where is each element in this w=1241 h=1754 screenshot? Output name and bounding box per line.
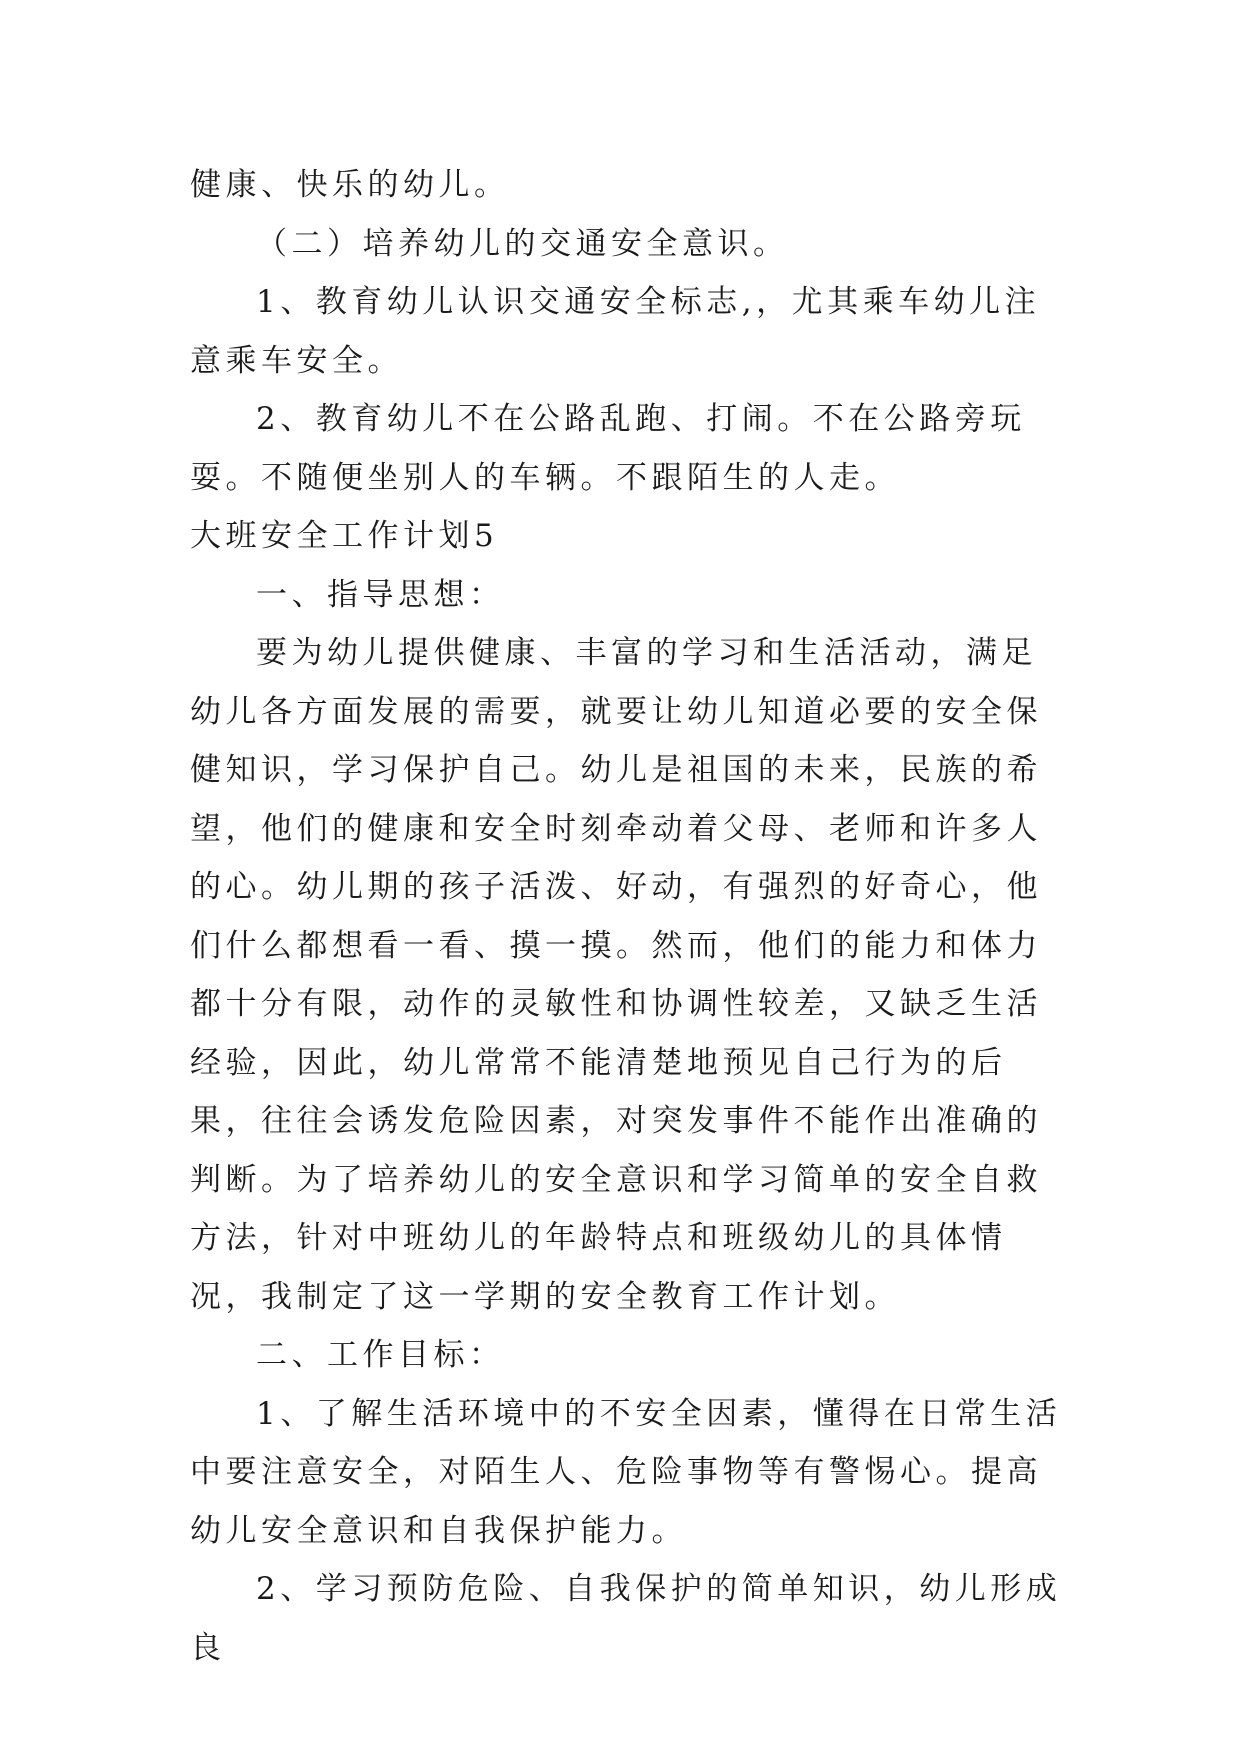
section-title: 大班安全工作计划5 (190, 518, 499, 554)
paragraph-guiding-ideology: 要为幼儿提供健康、丰富的学习和生活活动，满足幼儿各方面发展的需要，就要让幼儿知道必要的安全保健知识，学习保护自己。幼儿是祖国的未来，民族的希望，他们的健康和安全时刻牵动着父母、老师和许多人的心。幼儿期的孩子活泼、好动，有强烈的好奇心，他们什么都想看一看、摸一摸。然而，他们的能力和体力都十分有限，动作的灵敏性和协调性较差，又缺乏生活经验，因此，幼儿常常不能清楚地预见自己行为的后果，往往会诱发危险因素，对突发事件不能作出准确的判断。为了培养幼儿的安全意识和学习简单的安全自救方法，针对中班幼儿的年龄特点和班级幼儿的具体情况，我制定了这一学期的安全教育工作计划。 (190, 635, 1042, 1315)
subsection-heading-traffic-safety: （二）培养幼儿的交通安全意识。 (256, 225, 789, 262)
heading-work-goals: 二、工作目标： (256, 1337, 505, 1373)
paragraph-continuation: 健康、快乐的幼儿。 (190, 167, 510, 203)
document-body (190, 156, 1070, 1677)
list-item-goal-1: 1、了解生活环境中的不安全因素，懂得在日常生活中要注意安全，对陌生人、危险事物等有警惕心。提高幼儿安全意识和自我保护能力。 (190, 1395, 1062, 1549)
list-item-road-behavior: 2、教育幼儿不在公路乱跑、打闹。不在公路旁玩耍。不随便坐别人的车辆。不跟陌生的人走。 (190, 401, 1026, 496)
list-item-traffic-signs: 1、教育幼儿认识交通安全标志,，尤其乘车幼儿注意乘车安全。 (190, 284, 1041, 379)
list-item-goal-2: 2、学习预防危险、自我保护的简单知识，幼儿形成良 (190, 1571, 1062, 1666)
heading-guiding-ideology: 一、指导思想： (256, 576, 505, 613)
